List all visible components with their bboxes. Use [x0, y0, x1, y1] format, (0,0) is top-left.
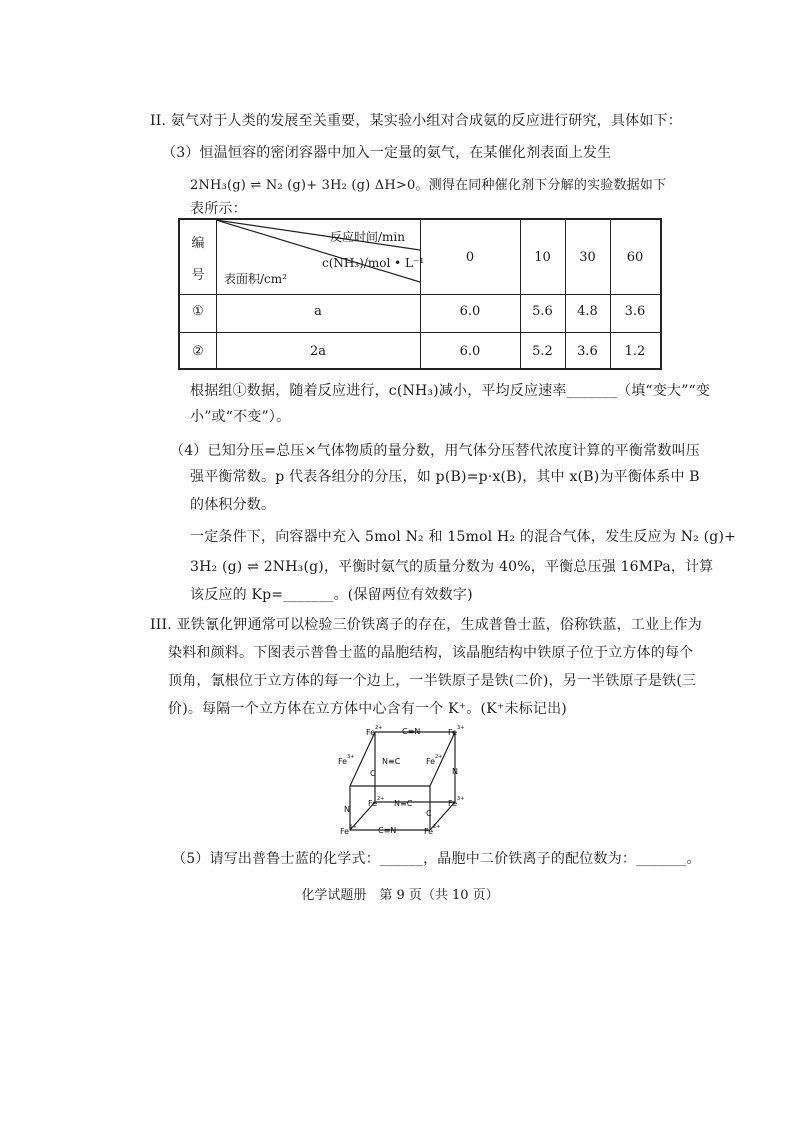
section2-heading: II. 氨气对于人类的发展至关重要，某实验小组对合成氨的反应进行研究，具体如下： — [150, 113, 682, 129]
prussian-blue-unit-cell-diagram — [330, 720, 480, 842]
time-header: 10 — [534, 250, 551, 265]
header-area-label: 表面积/cm² — [224, 272, 287, 286]
q5-line1: （5）请写出普鲁士蓝的化学式：______，晶胞中二价铁离子的配位数为：_______。 — [172, 851, 701, 867]
fe-label: Fe — [448, 799, 458, 808]
q4-line5: 3H₂ (g) ⇌ 2NH₃(g)，平衡时氨气的质量分数为 40%，平衡总压强 16MPa，计算 — [190, 559, 714, 575]
nc-label: N≡C — [394, 799, 413, 808]
row1-value: 4.8 — [577, 304, 598, 319]
q4-line1: （4）已知分压=总压×气体物质的量分数，用气体分压替代浓度计算的平衡常数叫压 — [170, 443, 700, 459]
row1-area: a — [314, 304, 322, 319]
page-footer: 化学试题册 第 9 页（共 10 页） — [301, 888, 499, 903]
fe-label: Fe — [366, 728, 376, 737]
row1-value: 6.0 — [459, 304, 481, 319]
q3-after-line1: 根据组①数据，随着反应进行，c(NH₃)减小，平均反应速率_______（填“变大”“变 — [190, 383, 711, 399]
fe-label: Fe — [424, 827, 434, 836]
fe-charge: 3+ — [349, 824, 357, 830]
header-id-top: 编 — [191, 236, 205, 251]
q4-line6: 该反应的 Kp=_______。(保留两位有效数字) — [190, 587, 473, 603]
time-header: 30 — [579, 250, 596, 265]
row2-id: ② — [192, 344, 204, 359]
fe-charge: 3+ — [457, 796, 465, 802]
header-conc-label: c(NH₃)/mol • L⁻¹ — [322, 256, 425, 270]
q3-line1: （3）恒温恒容的密闭容器中加入一定量的氨气，在某催化剂表面上发生 — [162, 145, 612, 161]
c-label: C — [426, 809, 432, 818]
c-label: C — [370, 769, 376, 778]
fe-charge: 2+ — [433, 824, 441, 830]
section3-line1: III. 亚铁氰化钾通常可以检验三价铁离子的存在，生成普鲁士蓝，俗称铁蓝，工业上作为 — [150, 617, 702, 633]
section3-line4: 价)。每隔一个立方体在立方体中心含有一个 K⁺。(K⁺未标记出) — [168, 701, 567, 717]
row1-id: ① — [192, 304, 204, 319]
fe-label: Fe — [426, 757, 436, 766]
fe-charge: 2+ — [375, 725, 383, 731]
fe-charge: 3+ — [347, 754, 355, 760]
q4-line4: 一定条件下，向容器中充入 5mol N₂ 和 15mol H₂ 的混合气体，发生反应为 N₂ (g)+ — [190, 529, 737, 545]
row2-value: 5.2 — [532, 344, 553, 359]
n-label: N — [344, 805, 350, 814]
row2-value: 6.0 — [459, 344, 481, 359]
q3-line2: 2NH₃(g) ⇌ N₂ (g)+ 3H₂ (g) ΔH>0。测得在同种催化剂下分解的实验数据如下 — [190, 178, 667, 193]
time-header: 0 — [465, 250, 475, 265]
fe-label: Fe — [368, 799, 378, 808]
n-label: N — [452, 767, 458, 776]
row1-value: 3.6 — [624, 304, 646, 319]
section3-line3: 顶角，氰根位于立方体的每一个边上，一半铁原子是铁(二价)，另一半铁原子是铁(三 — [168, 673, 697, 689]
fe-label: Fe — [448, 728, 458, 737]
row2-value: 3.6 — [577, 344, 598, 359]
row1-value: 5.6 — [532, 304, 553, 319]
cn-label: C≡N — [378, 826, 397, 835]
section3-line2: 染料和颜料。下图表示普鲁士蓝的晶胞结构，该晶胞结构中铁原子位于立方体的每个 — [168, 645, 694, 661]
header-id-bottom: 号 — [191, 268, 205, 283]
fe-charge: 2+ — [377, 796, 385, 802]
q3-after-line2: 小”或“不变”）。 — [190, 409, 291, 425]
row2-area: 2a — [309, 344, 327, 359]
row2-value: 1.2 — [624, 344, 646, 359]
fe-label: Fe — [338, 757, 348, 766]
fe-charge: 2+ — [435, 754, 443, 760]
q4-line3: 的体积分数。 — [190, 497, 276, 513]
time-header: 60 — [626, 250, 644, 265]
fe-charge: 3+ — [457, 725, 465, 731]
q3-line3: 表所示： — [190, 201, 247, 217]
experiment-table — [178, 218, 662, 370]
cn-label: C≡N — [402, 727, 421, 736]
nc-label: N≡C — [382, 757, 401, 766]
header-time-label: 反应时间/min — [330, 230, 405, 244]
fe-label: Fe — [340, 827, 350, 836]
q4-line2: 强平衡常数。p 代表各组分的分压，如 p(B)=p·x(B)，其中 x(B)为平衡体系中 B — [190, 469, 700, 485]
